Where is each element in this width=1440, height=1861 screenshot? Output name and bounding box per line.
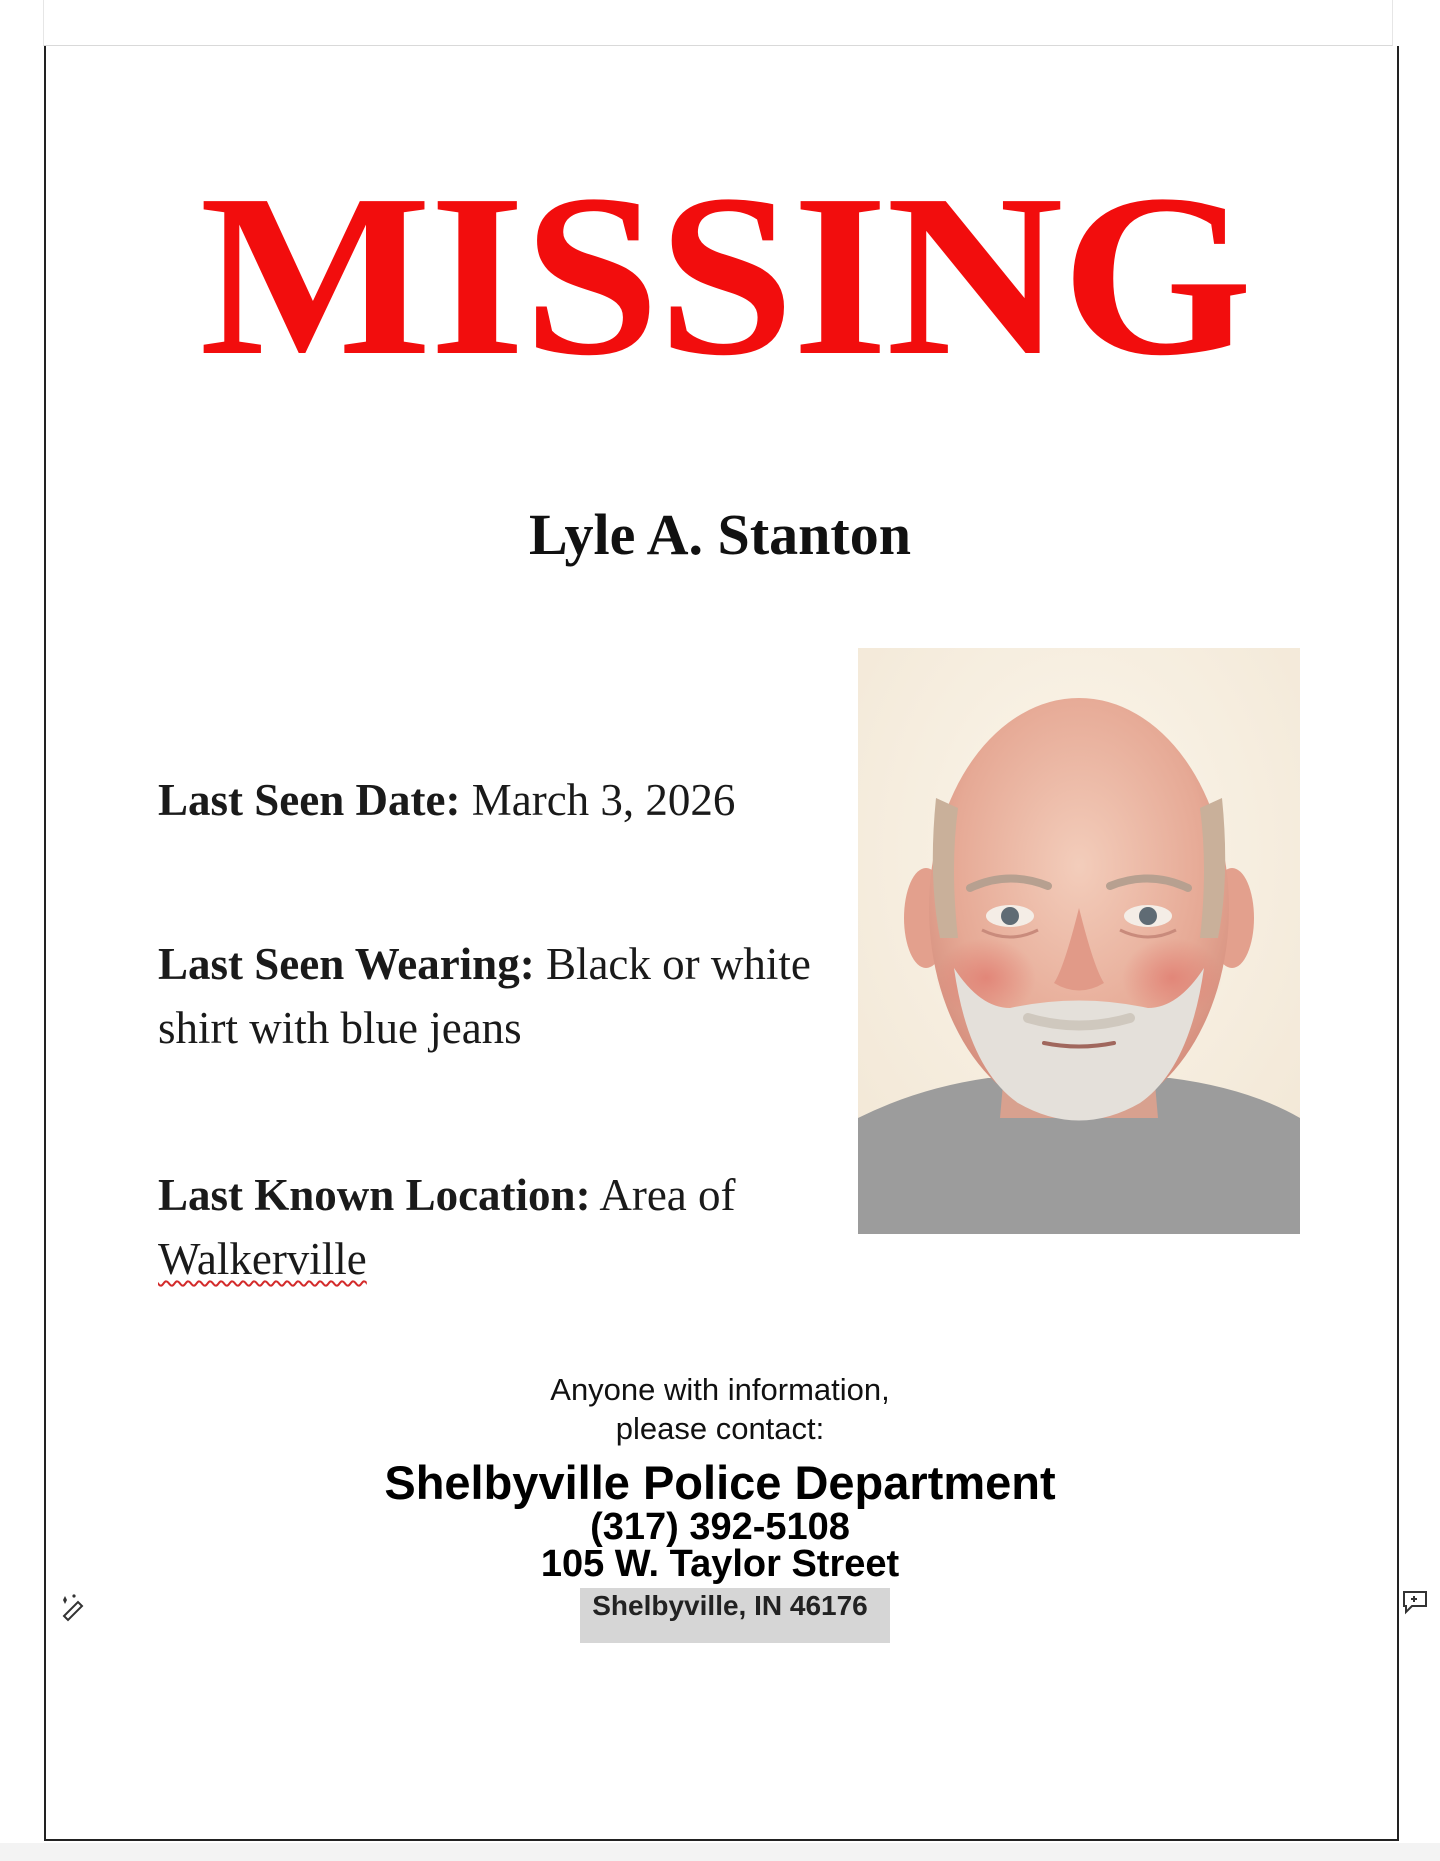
page-gap bbox=[0, 1843, 1440, 1861]
missing-heading: MISSING bbox=[199, 147, 1251, 404]
field-value: Black or white shirt with blue jeans bbox=[158, 939, 811, 1053]
contact-lead-line: Anyone with information, bbox=[550, 1372, 890, 1407]
last-seen-wearing bbox=[158, 932, 818, 1060]
department-name: Shelbyville Police Department bbox=[384, 1456, 1056, 1509]
field-label: Last Seen Wearing: bbox=[158, 939, 535, 989]
last-known-location bbox=[158, 1163, 818, 1291]
previous-page-edge bbox=[43, 0, 1393, 46]
field-value: Area of bbox=[599, 1170, 736, 1220]
spellcheck-flagged-word[interactable]: Walkerville bbox=[158, 1234, 367, 1284]
contact-city[interactable]: Shelbyville, IN 46176 bbox=[592, 1590, 868, 1621]
contact-lead-line: please contact: bbox=[615, 1411, 825, 1446]
person-name: Lyle A. Stanton bbox=[529, 502, 911, 567]
person-photo bbox=[858, 648, 1300, 1234]
field-value: March 3, 2026 bbox=[471, 775, 736, 825]
comment-icon[interactable] bbox=[1398, 1584, 1432, 1618]
field-label: Last Known Location: bbox=[158, 1170, 591, 1220]
contact-phone: (317) 392-5108 bbox=[590, 1506, 850, 1548]
contact-lead-text bbox=[300, 1370, 1140, 1448]
magic-edit-icon[interactable] bbox=[56, 1590, 90, 1624]
last-seen-date bbox=[158, 768, 818, 832]
field-label: Last Seen Date: bbox=[158, 775, 461, 825]
contact-street: 105 W. Taylor Street bbox=[540, 1543, 900, 1585]
